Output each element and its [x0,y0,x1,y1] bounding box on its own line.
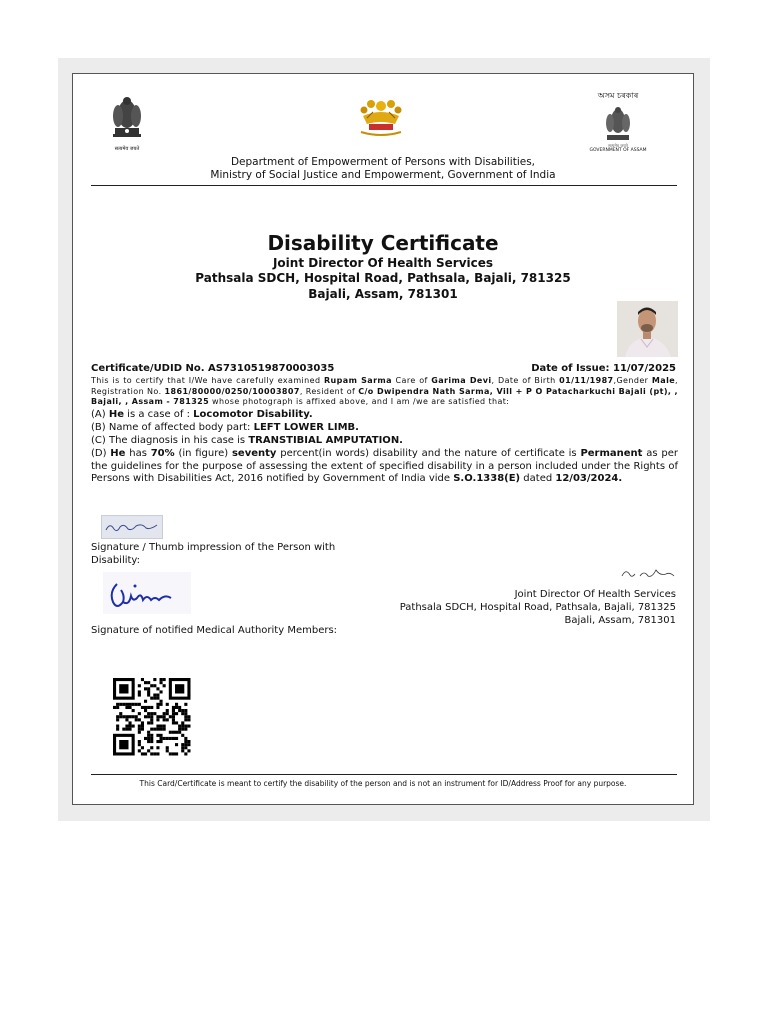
clause-label: (A) [91,409,109,420]
applicant-signature-label: Signature / Thumb impression of the Person with Disability: [91,542,336,566]
para-text: Care of [391,376,432,385]
certification-paragraph [91,376,678,408]
applicant-signature-image [101,515,163,539]
svg-text:सत्यमेव जयते: सत्यमेव जयते [608,143,628,148]
certificate-title: Disability Certificate [267,231,499,255]
assam-logo [353,94,409,140]
para-text: , Resident of [299,386,359,396]
pronoun: He [110,448,126,459]
government-of-assam-emblem [585,90,651,160]
clause-d [91,448,678,486]
disability-percentage: 70% [150,448,175,459]
clause-c [91,435,678,448]
issuer-city: Bajali, Assam, 781301 [308,287,458,301]
para-text: , Date of Birth [491,376,560,385]
authority-city: Bajali, Assam, 781301 [564,615,676,626]
clause-text: is a case of : [123,409,194,420]
government-of-assam-text: GOVERNMENT OF ASSAM [589,148,647,153]
footer-divider [91,774,677,775]
clause-text: as per the guidelines for the purpose of assessing the extent of specified disability in a person included under the Rights of Persons with Disabilities Act, 2016 notified by Government of India vide [91,448,678,484]
authority-signature-image [618,564,678,582]
certificate-card [72,73,694,805]
medical-authority-signature [103,572,191,614]
notification-date: 12/03/2024. [555,473,623,484]
applicant-photograph [617,301,678,357]
qr-code[interactable] [113,678,195,756]
authority-address: Pathsala SDCH, Hospital Road, Pathsala, Bajali, 781325 [399,602,676,613]
assam-government-script: অসম চৰকাৰ [597,91,639,100]
care-of-name: Garima Devi [431,376,492,385]
pronoun: He [108,409,124,420]
applicant-name: Rupam Sarma [324,376,392,385]
footer-note: This Card/Certificate is meant to certify the disability of the person and is not an instrument for ID/Address Proof for any purpose. [139,779,627,788]
clause-text: (C) The diagnosis in his case is [91,435,249,446]
date-of-issue: Date of Issue: 11/07/2025 [531,363,676,374]
header-divider [91,185,677,186]
department-line-2: Ministry of Social Justice and Empowerment, Government of India [210,169,556,181]
disability-percentage-words: seventy [231,448,277,459]
clause-text: dated [520,473,556,484]
para-text: This is to certify that I/We have carefully examined [91,376,324,385]
clause-a [91,409,678,422]
para-text: whose photograph is affixed above, and I am /we are satisfied that: [209,397,510,406]
clause-text: percent(in words) disability and the nature of certificate is [276,448,581,459]
disability-type: Locomotor Disability. [193,409,313,420]
medical-authority-label: Signature of notified Medical Authority Members: [91,625,338,636]
clause-label: (D) [91,448,111,459]
para-text: , Registration No. [91,376,678,396]
affected-body-part: LEFT LOWER LIMB. [253,422,359,433]
clause-text: (B) Name of affected body part: [91,422,254,433]
clause-b [91,422,678,435]
para-text: ,Gender [613,376,652,385]
authority-designation: Joint Director Of Health Services [514,589,676,600]
emblem-motto: सत्यमेव जयते [114,146,140,152]
issuer-address: Pathsala SDCH, Hospital Road, Pathsala, Bajali, 781325 [195,271,571,285]
notification-number: S.O.1338(E) [453,473,521,484]
gender: Male [651,376,676,385]
resident-address: C/o Dwipendra Nath Sarma, Vill + P O Patacharkuchi Bajali (pt), , Bajali, , Assam - 781325 [91,386,679,406]
clause-text: (in figure) [174,448,232,459]
certificate-nature: Permanent [580,448,643,459]
department-line-1: Department of Empowerment of Persons with Disabilities, [230,156,536,168]
registration-number: 1861/80000/0250/10003807 [164,386,300,396]
date-of-birth: 01/11/1987 [559,376,614,385]
issuer-name: Joint Director Of Health Services [272,256,494,270]
national-emblem-left [107,92,147,150]
clause-text: has [125,448,151,459]
udid-number: Certificate/UDID No. AS7310519870003035 [91,363,335,374]
diagnosis: TRANSTIBIAL AMPUTATION. [248,435,403,446]
